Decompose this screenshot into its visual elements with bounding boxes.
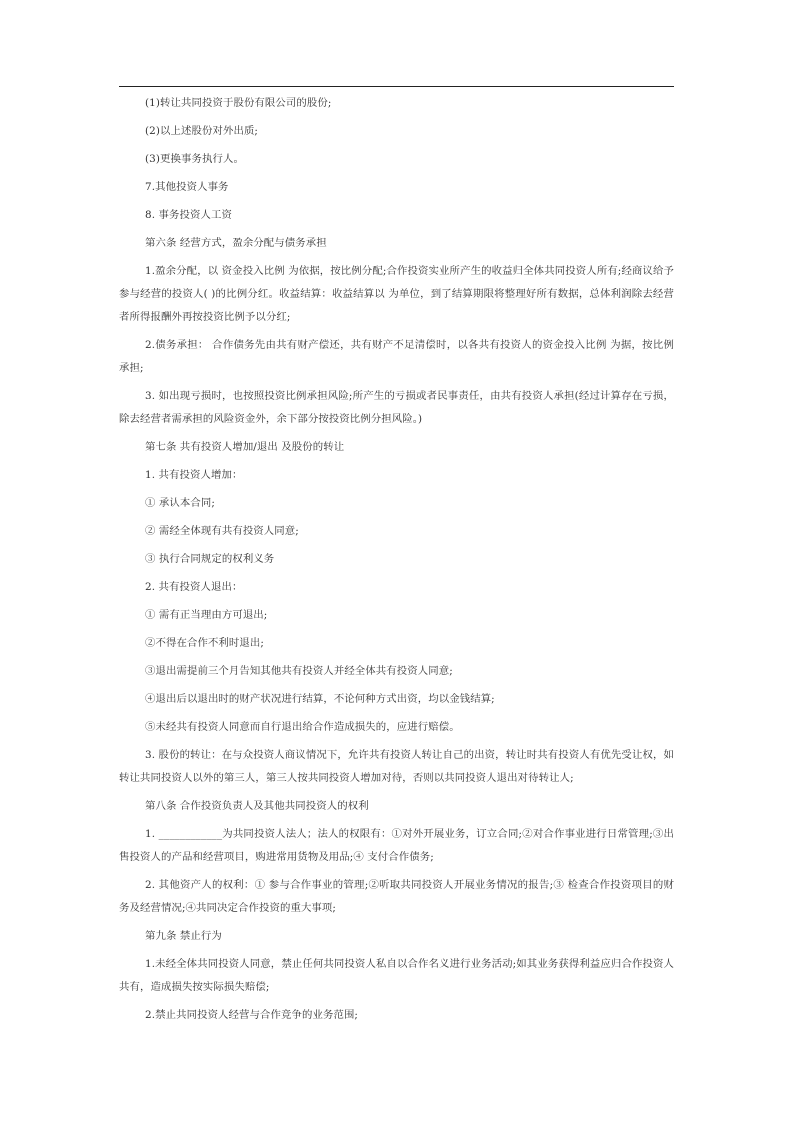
paragraph: 2. 其他资产人的权利：① 参与合作事业的管理;②听取共同投资人开展业务情况的报告;③ 检查合作投资项目的财务及经营情况;④共同决定合作投资的重大事项; [119,879,674,914]
paragraph: ③退出需提前三个月告知其他共有投资人并经全体共有投资人同意; [145,665,453,677]
section-heading: 第七条 共有投资人增加/退出 及股份的转让 [145,441,345,453]
section-heading: 第八条 合作投资负责人及其他共同投资人的权利 [145,800,369,812]
paragraph: 1. 共有投资人增加： [145,469,243,481]
paragraph: 2.债务承担： 合作债务先由共有财产偿还，共有财产不足清偿时，以各共有投资人的资金投入比例 为据，按比例承担; [119,339,674,374]
paragraph: 1.盈余分配，以 资金投入比例 为依据，按比例分配;合作投资实业所产生的收益归全体共同投资人所有;经商议给予参与经营的投资人( )的比例分红。收益结算：收益结算以 为单位，到了结算期限将整理好所有数据，总体利润除去经营者所得报酬外再按投资比例予以分红; [119,265,674,323]
paragraph: 1. ____________为共同投资人法人；法人的权限有：①对外开展业务，订立合同;②对合作事业进行日常管理;③出售投资人的产品和经营项目，购进常用货物及用品;④ 支付合作债务; [119,828,674,863]
paragraph: (1)转让共同投资于股份有限公司的股份; [145,97,332,109]
paragraph: 8. 事务投资人工资 [145,209,232,221]
paragraph: 7.其他投资人事务 [145,181,229,193]
paragraph: (3)更换事务执行人。 [145,153,244,165]
paragraph: 3. 如出现亏损时，也按照投资比例承担风险;所产生的亏损或者民事责任，由共有投资人承担(经过计算存在亏损，除去经营者需承担的风险资金外，余下部分按投资比例分担风险。) [119,390,674,425]
paragraph: ① 承认本合同; [145,497,215,509]
paragraph: (2)以上述股份对外出质; [145,125,259,137]
paragraph: ⑤未经共有投资人同意而自行退出给合作造成损失的，应进行赔偿。 [145,721,460,733]
paragraph: ① 需有正当理由方可退出; [145,609,268,621]
paragraph: 2.禁止共同投资人经营与合作竞争的业务范围; [145,1009,359,1021]
paragraph: 2. 共有投资人退出： [145,581,243,593]
section-heading: 第六条 经营方式，盈余分配与债务承担 [145,237,327,249]
document-body [119,92,674,1032]
paragraph: ② 需经全体现有共有投资人同意; [145,525,299,537]
header-rule [119,86,674,87]
section-heading: 第九条 禁止行为 [145,930,222,942]
paragraph: ④退出后以退出时的财产状况进行结算，不论何种方式出资，均以金钱结算; [145,693,495,705]
paragraph: 1.未经全体共同投资人同意，禁止任何共同投资人私自以合作名义进行业务活动;如其业务获得利益应归合作投资人共有，造成损失按实际损失赔偿; [119,958,674,993]
paragraph: ③ 执行合同规定的权利义务 [145,553,275,565]
paragraph: ②不得在合作不利时退出; [145,637,264,649]
paragraph: 3. 股份的转让：在与众投资人商议情况下，允许共有投资人转让自己的出资，转让时共有投资人有优先受让权，如转让共同投资人以外的第三人，第三人按共同投资人增加对待，否则以共同投资人退出对待转让人; [119,749,674,784]
